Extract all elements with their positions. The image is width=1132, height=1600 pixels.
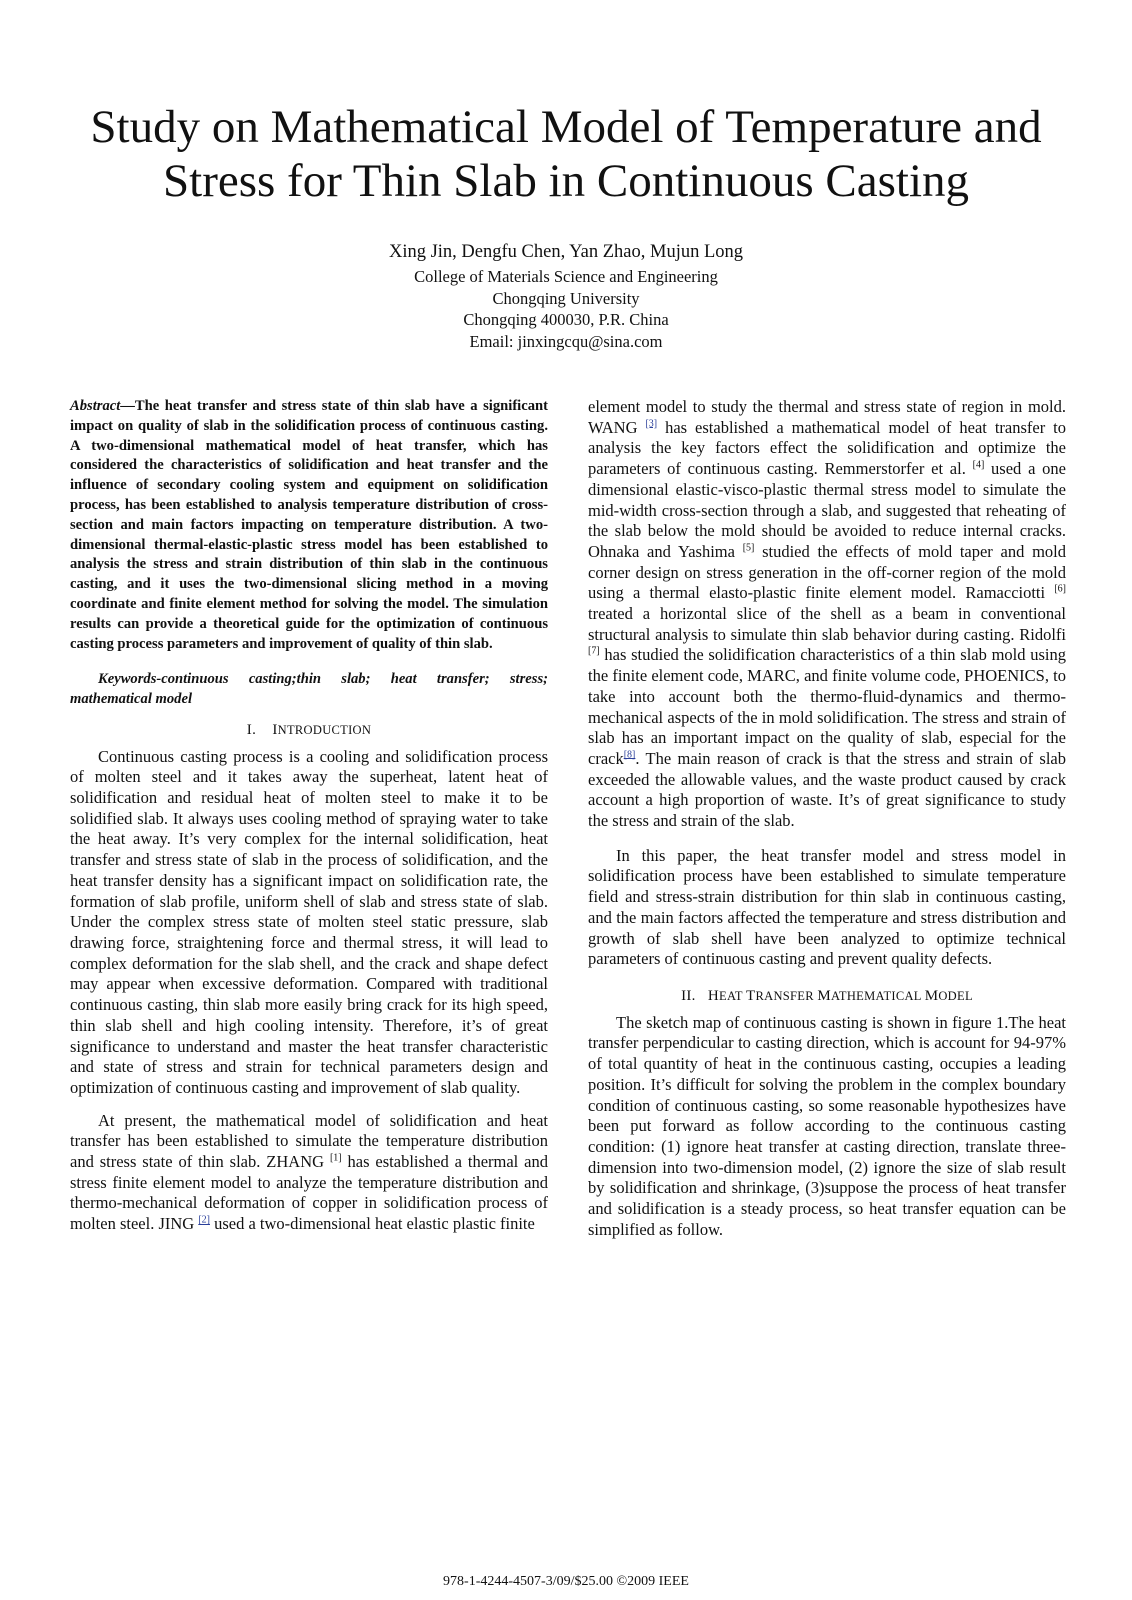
paragraph-text: studied the effects of mold taper and mold corner design on stress generation in the off-corner region of the mold using a thermal elasto-plastic finite element model. Ramacciotti: [588, 541, 1066, 603]
intro-paragraph-2-continued: [588, 397, 1066, 832]
section-title-part: M: [924, 987, 939, 1004]
section-title-part: EAT: [719, 988, 747, 1003]
section-number: I.: [246, 721, 257, 738]
affiliation-block: [0, 266, 1132, 352]
paragraph-text: . The main reason of crack is that the stress and strain of slab exceeded the allowable values, and the waste product caused by crack account a high proportion of waste. It’s of great significance to study the stress and strain of the slab.: [588, 748, 1066, 831]
affiliation-line: Chongqing University: [492, 288, 640, 308]
citation-ref-6: [6]: [1054, 583, 1066, 595]
paragraph-text: has studied the solidification characteristics of a thin slab mold using the finite element code, MARC, and finite volume code, PHOENICS, to take into account both the thermo-fluid-dynamics and thermo-mechanical aspects of the in mold solidification. The stress and strain of slab has an important impact on the quality of slab, especial for the crack: [588, 645, 1066, 768]
abstract-dash: —: [120, 398, 135, 414]
section-title-part: M: [817, 987, 831, 1004]
paragraph-text: used a one dimensional elastic-visco-plastic thermal stress model to simulate the mid-width cross-section through a slab, and suggested that reheating of the slab below the mold should be avoided to reduce internal cracks. Ohnaka and Yashima: [588, 459, 1066, 561]
section-title-rest: NTRODUCTION: [277, 722, 372, 737]
section-number: II.: [681, 987, 696, 1004]
paragraph-text: At present, the mathematical model of solidification and heat transfer has been established to simulate the temperature distribution and stress state of thin slab. ZHANG: [70, 1110, 548, 1172]
citation-ref-8[interactable]: [8]: [623, 749, 636, 761]
right-column: [588, 397, 1066, 1240]
abstract: [70, 397, 548, 654]
abstract-label: Abstract: [70, 398, 121, 414]
section-title-part: T: [746, 987, 756, 1004]
citation-ref-4: [4]: [972, 459, 985, 471]
paragraph-text: treated a horizontal slice of the shell as a beam in conventional structural analysis to simulate thin slab behavior during casting. Ridolfi: [588, 604, 1066, 644]
paragraph-text: has established a mathematical model of heat transfer to analysis the key factors effect the solidification and optimize the parameters of continuous casting. Remmerstorfer et al.: [588, 417, 1066, 479]
section-title-initial: I: [272, 721, 278, 738]
section-title-part: ATHEMATICAL: [830, 988, 925, 1003]
intro-paragraph-4: In this paper, the heat transfer model and stress model in solidification process have been established to simulate temperature field and stress-strain distribution for thin slab in continuous casting, and the main factors affected the temperature and stress distribution and growth of slab shell have been analyzed to optimize technical parameters of continuous casting and prevent quality defects.: [588, 845, 1066, 969]
section-title-part: H: [707, 987, 720, 1004]
paragraph-text: used a two-dimensional heat elastic plastic finite: [209, 1214, 535, 1234]
left-column: [70, 397, 548, 1235]
author-email: Email: jinxingcqu@sina.com: [469, 331, 663, 351]
section-title-part: ODEL: [938, 988, 973, 1003]
paragraph-text: element model to study the thermal and stress state of region in mold. WANG: [588, 397, 1066, 437]
citation-ref-1: [1]: [329, 1152, 342, 1164]
keywords: Keywords-continuous casting;thin slab; heat transfer; stress; mathematical model: [70, 671, 548, 708]
paper-title: [60, 100, 1072, 208]
paragraph-text: has established a thermal and stress finite element model to analyze the temperature distribution and thermo-mechanical deformation of copper in solidification process of molten steel. JING: [70, 1152, 548, 1234]
heat-transfer-paragraph-1: The sketch map of continuous casting is shown in figure 1.The heat transfer perpendicular to casting direction, which is account for 94-97% of total quantity of heat in the continuous casting, occupies a leading position. It’s difficult for solving the problem in the complex boundary condition of continuous casting, so some reasonable hypothesizes have been put forward as follow according to the continuous casting condition: (1) ignore heat transfer at casting direction, translate three-dimension into two-dimension model, (2) ignore the size of slab result by solidification and shrinkage, (3)suppose the process of heat transfer and solidification is a steady process, so heat transfer equation can be simplified as follow.: [588, 1012, 1066, 1239]
citation-ref-3[interactable]: [3]: [645, 418, 658, 430]
title-line-2: Stress for Thin Slab in Continuous Casting: [163, 155, 969, 207]
affiliation-line: College of Materials Science and Engineering: [414, 267, 718, 286]
section-heading-introduction: [70, 720, 548, 741]
intro-paragraph-1: Continuous casting process is a cooling and solidification process of molten steel and it takes away the superheat, latent heat of solidification and residual heat of molten steel to make it to be solidified slab. It always uses cooling method of spraying water to take the heat away. It’s very complex for the internal solidification, heat transfer and stress state of slab in the process of solidification, and the heat transfer density has a significant impact on solidification rate, the formation of slab profile, uniform shell of slab and stress state of slab. Under the complex stress state of molten steel static pressure, slab drawing force, straightening force and thermal stress, it will lead to complex deformation for the slab shell, and the crack and shape defect may appear when excessive deformation. Compared with traditional continuous casting, thin slab more easily bring crack for its high speed, thin slab shell and high cooling intensity. Therefore, it’s of great significance to understand and master the heat transfer characteristic and state of stress and strain for technical parameters design and optimization of continuous casting and improvement of slab quality.: [70, 746, 548, 1097]
citation-ref-5: [5]: [742, 542, 755, 554]
section-heading-heat-transfer-model: [588, 986, 1066, 1007]
title-line-1: Study on Mathematical Model of Temperature and: [90, 101, 1042, 153]
copyright-footer: 978-1-4244-4507-3/09/$25.00 ©2009 IEEE: [443, 1574, 689, 1589]
section-title-part: RANSFER: [755, 988, 818, 1003]
citation-ref-7: [7]: [588, 645, 600, 657]
intro-paragraph-2: [70, 1111, 548, 1235]
author-list: Xing Jin, Dengfu Chen, Yan Zhao, Mujun Long: [388, 242, 744, 262]
abstract-text: The heat transfer and stress state of thin slab have a significant impact on quality of slab in the solidification process of continuous casting. A two-dimensional mathematical model of heat transfer, which has considered the characteristics of solidification and heat transfer and the influence of secondary cooling system and equipment on solidification process, has been established to analysis temperature distribution of cross-section and main factors impacting on temperature distribution. A two-dimensional thermal-elastic-plastic stress model has been established to analysis the stress and strain distribution of thin slab in the continuous casting, and it uses the two-dimensional slicing method in a moving coordinate and finite element method for solving the model. The simulation results can provide a theoretical guide for the optimization of continuous casting process parameters and improvement of quality of thin slab.: [70, 398, 548, 652]
affiliation-line: Chongqing 400030, P.R. China: [463, 310, 669, 329]
citation-ref-2[interactable]: [2]: [198, 1214, 210, 1226]
